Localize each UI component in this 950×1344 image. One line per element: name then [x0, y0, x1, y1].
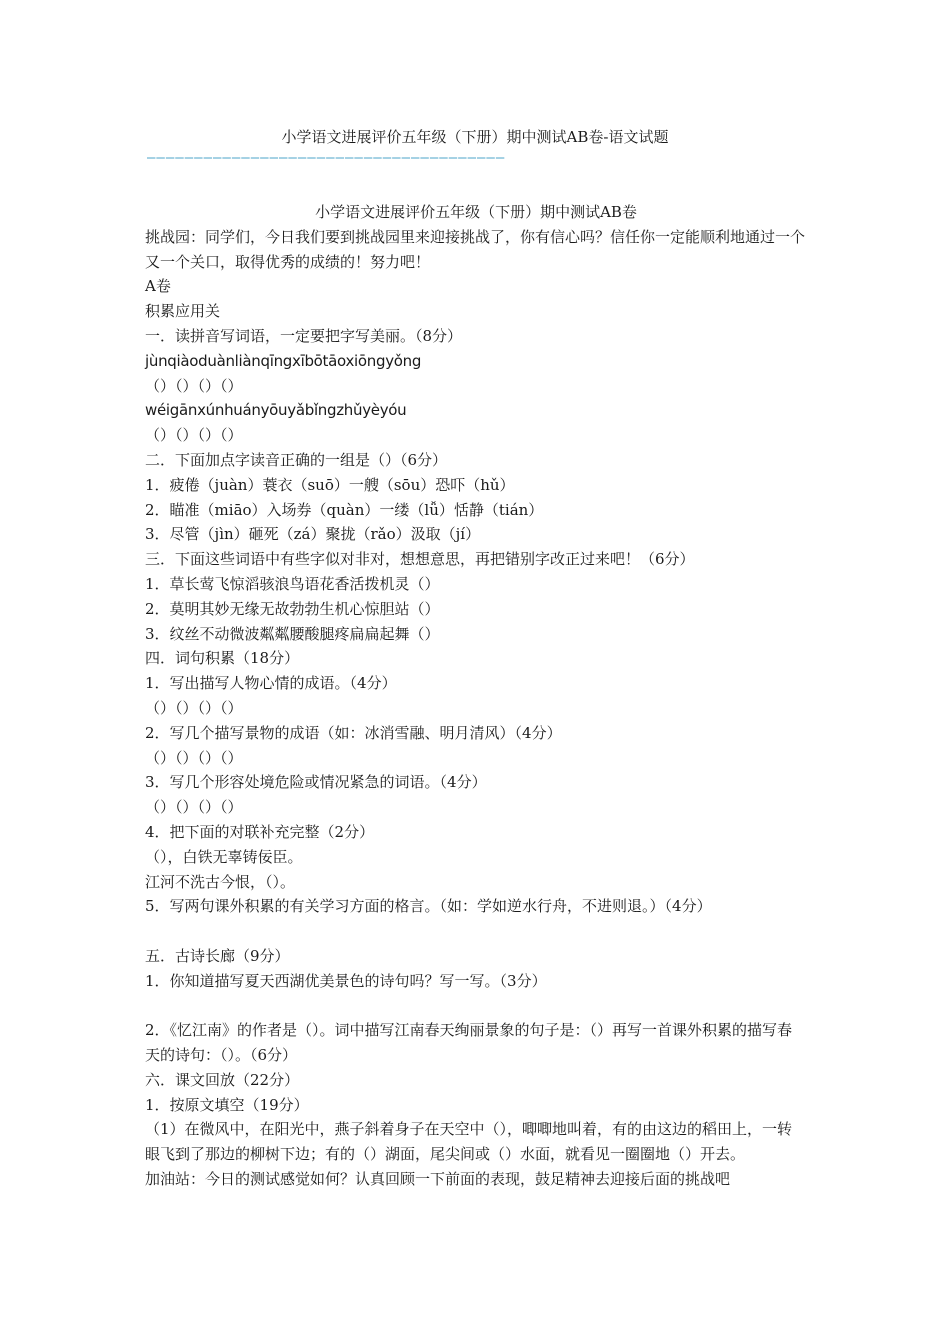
question-6: 六．课文回放（22分）: [145, 1070, 300, 1089]
question-4-4: 4．把下面的对联补充完整（2分）: [145, 822, 375, 841]
blank-line: [145, 994, 807, 1019]
couplet-line-1: （），白铁无辜铸佞臣。: [145, 847, 303, 866]
document-header-title: 小学语文进展评价五年级（下册）期中测试AB卷-语文试题: [281, 128, 669, 146]
question-5: 五．古诗长廊（9分）: [145, 946, 290, 965]
question-1-blanks-2: （）（）（）（）: [145, 426, 243, 445]
couplet-line-2: 江河不洗古今恨，（）。: [145, 872, 296, 891]
question-2-option-3: 3．尽管（jìn）砸死（zá）聚拢（rǎo）汲取（jí）: [145, 525, 481, 544]
question-3-item-3: 3．纹丝不动微波粼粼腰酸腿疼扁扁起舞（）: [145, 624, 440, 643]
question-5-2: 2．《忆江南》的作者是（）。词中描写江南春天绚丽景象的句子是：（）再写一首课外积累的描写春天的诗句：（）。（6分）: [145, 1021, 793, 1065]
question-4-5: 5．写两句课外积累的有关学习方面的格言。（如：学如逆水行舟，不进则退。）（4分）: [145, 897, 712, 916]
intro-paragraph: 挑战园：同学们，今日我们要到挑战园里来迎接挑战了，你有信心吗？信任你一定能顺利地通过一个又一个关口，取得优秀的成绩的！努力吧！: [145, 227, 806, 271]
refuel-station-text: 加油站：今日的测试感觉如何？认真回顾一下前面的表现，鼓足精神去迎接后面的挑战吧: [145, 1170, 731, 1189]
question-6-1: 1．按原文填空（19分）: [145, 1095, 309, 1114]
document-body: [145, 200, 807, 1192]
question-1: 一．读拼音写词语，一定要把字写美丽。（8分）: [145, 326, 463, 345]
question-5-1: 1．你知道描写夏天西湖优美景色的诗句吗？写一写。（3分）: [145, 971, 547, 990]
question-4-2: 2．写几个描写景物的成语（如：冰消雪融、明月清风）（4分）: [145, 723, 562, 742]
question-3: 三．下面这些词语中有些字似对非对，想想意思，再把错别字改正过来吧！（6分）: [145, 550, 695, 569]
section-a-label: A卷: [145, 277, 171, 296]
question-2-option-2: 2．瞄准（miāo）入场券（quàn）一缕（lǚ）恬静（tián）: [145, 500, 544, 519]
question-4-1-blanks: （）（）（）（）: [145, 698, 243, 717]
question-6-1-1: （1）在微风中，在阳光中，燕子斜着身子在天空中（），唧唧地叫着，有的由这边的稻田上，一转眼飞到了那边的柳树下边；有的（）湖面，尾尖间或（）水面，就看见一圈圈地（）开去。: [145, 1120, 793, 1164]
question-4: 四．词句积累（18分）: [145, 649, 300, 668]
question-2-option-1: 1．疲倦（juàn）蓑衣（suō）一艘（sōu）恐吓（hǔ）: [145, 475, 515, 494]
header-divider: ——————————————————————————————————————: [147, 150, 506, 166]
question-4-1: 1．写出描写人物心情的成语。（4分）: [145, 674, 397, 693]
document-title: 小学语文进展评价五年级（下册）期中测试AB卷: [315, 203, 637, 221]
section-accumulation-heading: 积累应用关: [145, 302, 221, 321]
question-3-item-2: 2．莫明其妙无缘无故勃勃生机心惊胆站（）: [145, 599, 440, 618]
question-1-pinyin-2: wéigānxúnhuányōuyǎbǐngzhǔyèyóu: [145, 401, 407, 420]
question-4-3-blanks: （）（）（）（）: [145, 798, 243, 817]
question-3-item-1: 1．草长莺飞惊滔骇浪鸟语花香活拨机灵（）: [145, 574, 440, 593]
question-1-pinyin-1: jùnqiàoduànliànqīngxībōtāoxiōngyǒng: [145, 351, 422, 370]
blank-line: [145, 919, 807, 944]
question-2: 二．下面加点字读音正确的一组是（）（6分）: [145, 450, 448, 469]
question-4-2-blanks: （）（）（）（）: [145, 748, 243, 767]
question-4-3: 3．写几个形容处境危险或情况紧急的词语。（4分）: [145, 773, 487, 792]
question-1-blanks-1: （）（）（）（）: [145, 376, 243, 395]
